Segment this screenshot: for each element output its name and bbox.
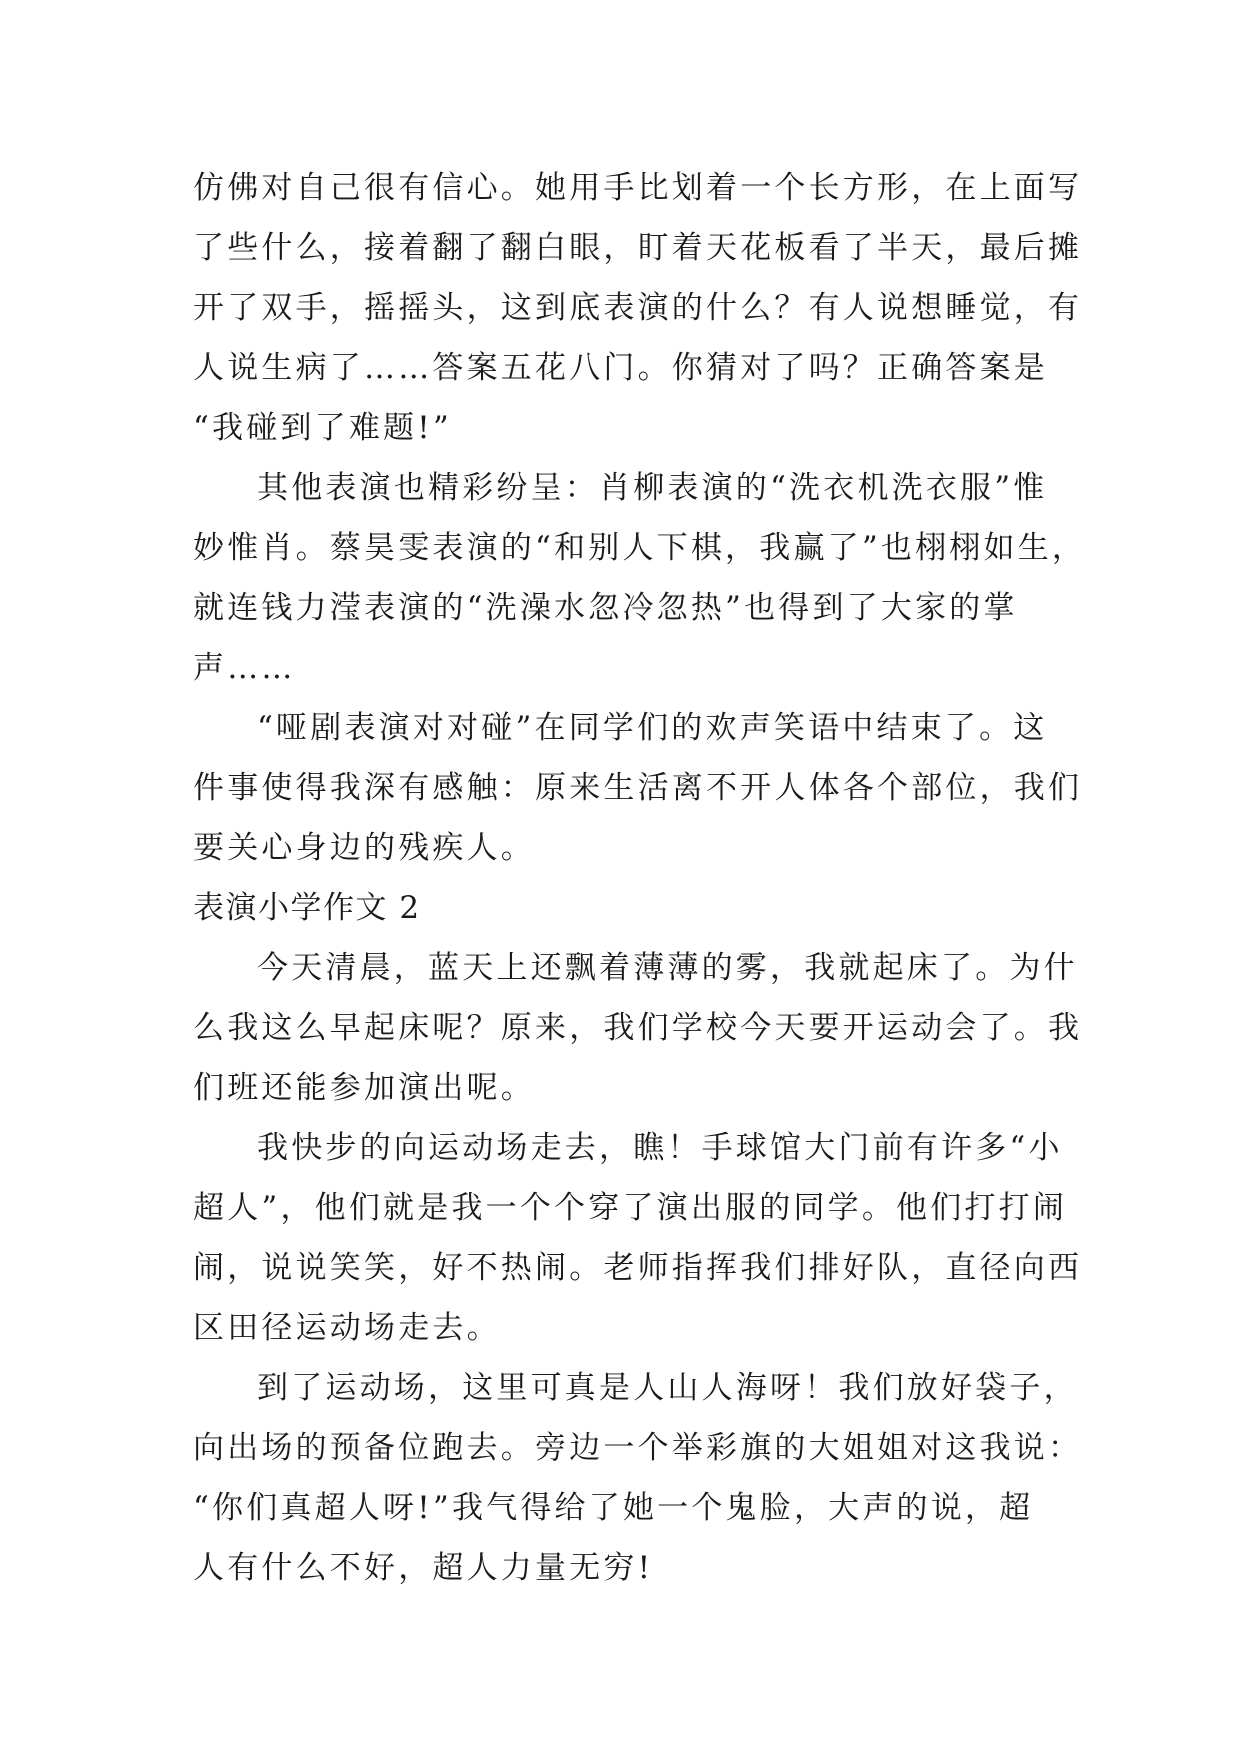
text-line: 件事使得我深有感触：原来生活离不开人体各个部位，我们: [193, 770, 1083, 806]
paragraph-3: [193, 698, 1083, 878]
text-line: 开了双手，摇摇头，这到底表演的什么？有人说想睡觉，有: [193, 290, 1083, 326]
text-line: 人说生病了……答案五花八门。你猜对了吗？正确答案是: [193, 350, 1048, 386]
paragraph-4: [193, 938, 1083, 1118]
paragraph-1: [193, 158, 1083, 458]
text-line: 妙惟肖。蔡昊雯表演的“和别人下棋，我赢了”也栩栩如生，: [193, 530, 1087, 566]
section-title: 表演小学作文 2: [193, 890, 421, 926]
paragraph-5: [193, 1118, 1083, 1358]
text-line: 就连钱力滢表演的“洗澡水忽冷忽热”也得到了大家的掌: [193, 590, 1018, 626]
text-line: 仿佛对自己很有信心。她用手比划着一个长方形，在上面写: [193, 170, 1083, 206]
paragraph-2: [193, 458, 1087, 698]
text-line: 闹，说说笑笑，好不热闹。老师指挥我们排好队，直径向西: [193, 1250, 1083, 1286]
text-line: 们班还能参加演出呢。: [193, 1070, 535, 1106]
text-line: 区田径运动场走去。: [193, 1310, 501, 1346]
text-line: 超人”，他们就是我一个个穿了演出服的同学。他们打打闹: [193, 1190, 1068, 1226]
text-line: 今天清晨，蓝天上还飘着薄薄的雾，我就起床了。为什: [257, 950, 1078, 986]
text-line: “我碰到了难题!”: [193, 410, 452, 446]
text-line: 了些什么，接着翻了翻白眼，盯着天花板看了半天，最后摊: [193, 230, 1083, 266]
text-line: 声……: [193, 650, 296, 686]
text-line: “你们真超人呀!”我气得给了她一个鬼脸，大声的说，超: [193, 1490, 1034, 1526]
text-line: “哑剧表演对对碰”在同学们的欢声笑语中结束了。这: [257, 710, 1048, 746]
text-line: 其他表演也精彩纷呈：肖柳表演的“洗衣机洗衣服”惟: [257, 470, 1048, 506]
text-line: 我快步的向运动场走去，瞧！手球馆大门前有许多“小: [257, 1130, 1063, 1166]
paragraph-6: [193, 1358, 1083, 1598]
text-line: 到了运动场，这里可真是人山人海呀！我们放好袋子，: [257, 1370, 1078, 1406]
text-line: 么我这么早起床呢？原来，我们学校今天要开运动会了。我: [193, 1010, 1083, 1046]
text-line: 向出场的预备位跑去。旁边一个举彩旗的大姐姐对这我说：: [193, 1430, 1083, 1466]
text-line: 人有什么不好，超人力量无穷!: [193, 1550, 654, 1586]
document-page: [193, 158, 1087, 1598]
text-line: 要关心身边的残疾人。: [193, 830, 535, 866]
